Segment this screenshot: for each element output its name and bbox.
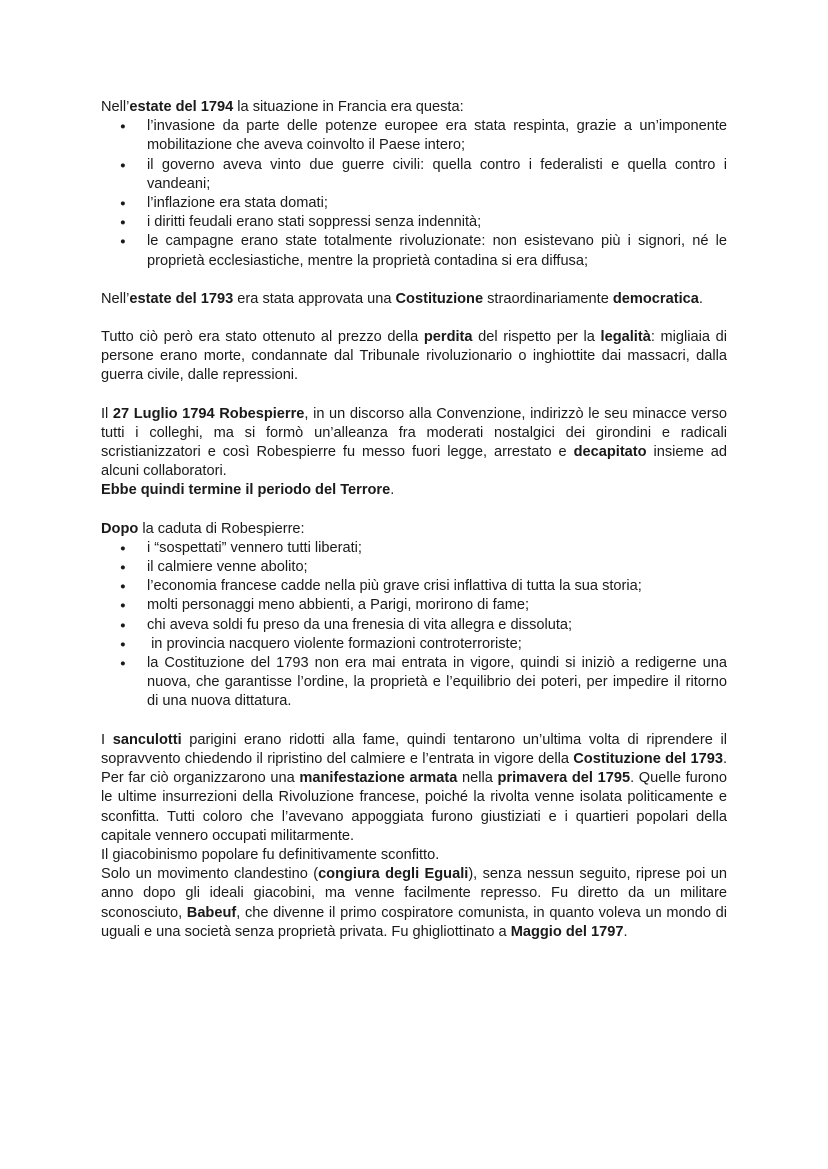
paragraph-sanculotti: I sanculotti parigini erano ridotti alla fame, quindi tentarono un’ultima volta di riprendere il sopravvento chiedendo il ripristino del calmiere e l’entrata in vigore della Costituzione del 1793. Per far ciò organizzarono una manifestazione armata nella primavera del 1795. Quelle furono le ultime insurrezioni della Rivoluzione francese, poiché la rivolta venne isolata politicamente e sconfitta. Tutti coloro che l’avevano appoggiata furono giustiziati e i quartieri popolari della capitale vennero occupati militarmente. — [101, 731, 728, 844]
paragraph-babeuf: Solo un movimento clandestino (congiura degli Eguali), senza nessun seguito, riprese poi un anno dopo gli ideali giacobini, ma venne facilmente represso. Fu diretto da un militare sconosciuto, Babeuf, che divenne il primo cospiratore comunista, in quanto voleva un mondo di uguali e una società senza proprietà privata. Fu ghigliottinato a Maggio del 1797. — [101, 866, 727, 940]
paragraph-legality: Tutto ciò però era stato ottenuto al prezzo della perdita del rispetto per la legalità: migliaia di persone erano morte, condannate dal Tribunale rivoluzionario o inghiottite dai massacri, dalla guerra civile, dalle repressioni. — [101, 329, 728, 384]
paragraph-constitution-1793: Nell’estate del 1793 era stata approvata una Costituzione straordinariamente democratica. — [101, 290, 703, 307]
paragraph-robespierre: Il 27 Luglio 1794 Robespierre, in un discorso alla Convenzione, indirizzò le seu minacce verso tutti i colleghi, ma si formò un’alleanza fra moderati nostalgici dei girondini e radicali scristianizzatori e così Robespierre fu messo fuori legge, arrestato e decapitato insieme ad alcuni collaboratori. — [101, 405, 727, 480]
list-situation-1794 — [101, 117, 727, 271]
list-item: ● l’invasione da parte delle potenze europee era stata respinta, grazie a un’imponente mobilitazione che aveva coinvolto il Paese intero; — [101, 117, 727, 155]
paragraph-after-fall: Dopo la caduta di Robespierre: — [101, 520, 305, 537]
list-item: ● la Costituzione del 1793 non era mai entrata in vigore, quindi si iniziò a redigerne una nuova, che garantisse l’ordine, la proprietà e l’equilibrio dei poteri, per impedire il ritorno di una nuova dittatura. — [101, 654, 727, 712]
paragraph-summer-1794: Nell’estate del 1794 la situazione in Francia era questa: — [101, 99, 464, 115]
list-after-robespierre — [101, 539, 727, 712]
list-item: ● il calmiere venne abolito; — [101, 558, 727, 577]
list-item: ● i diritti feudali erano stati soppressi senza indennità; — [101, 213, 727, 232]
bold-summer-1794: estate del 1794 — [129, 99, 234, 115]
list-item: ● l’economia francese cadde nella più grave crisi inflattiva di tutta la sua storia; — [101, 577, 727, 596]
list-item: ● in provincia nacquero violente formazioni controterroriste; — [101, 635, 727, 654]
list-item: ● le campagne erano state totalmente rivoluzionate: non esistevano più i signori, né le proprietà ecclesiastiche, mentre la proprietà contadina si era diffusa; — [101, 232, 727, 270]
paragraph-jacobinism: Il giacobinismo popolare fu definitivamente sconfitto. — [101, 846, 440, 863]
paragraph-end-of-terror: Ebbe quindi termine il periodo del Terrore. — [101, 482, 395, 499]
list-item: ● chi aveva soldi fu preso da una frenesia di vita allegra e dissoluta; — [101, 616, 727, 635]
list-item: ● molti personaggi meno abbienti, a Parigi, morirono di fame; — [101, 596, 727, 615]
list-item: ● l’inflazione era stata domati; — [101, 194, 727, 213]
list-item: ● il governo aveva vinto due guerre civili: quella contro i federalisti e quella contro i vandeani; — [101, 156, 727, 194]
list-item: ● i “sospettati” vennero tutti liberati; — [101, 539, 727, 558]
